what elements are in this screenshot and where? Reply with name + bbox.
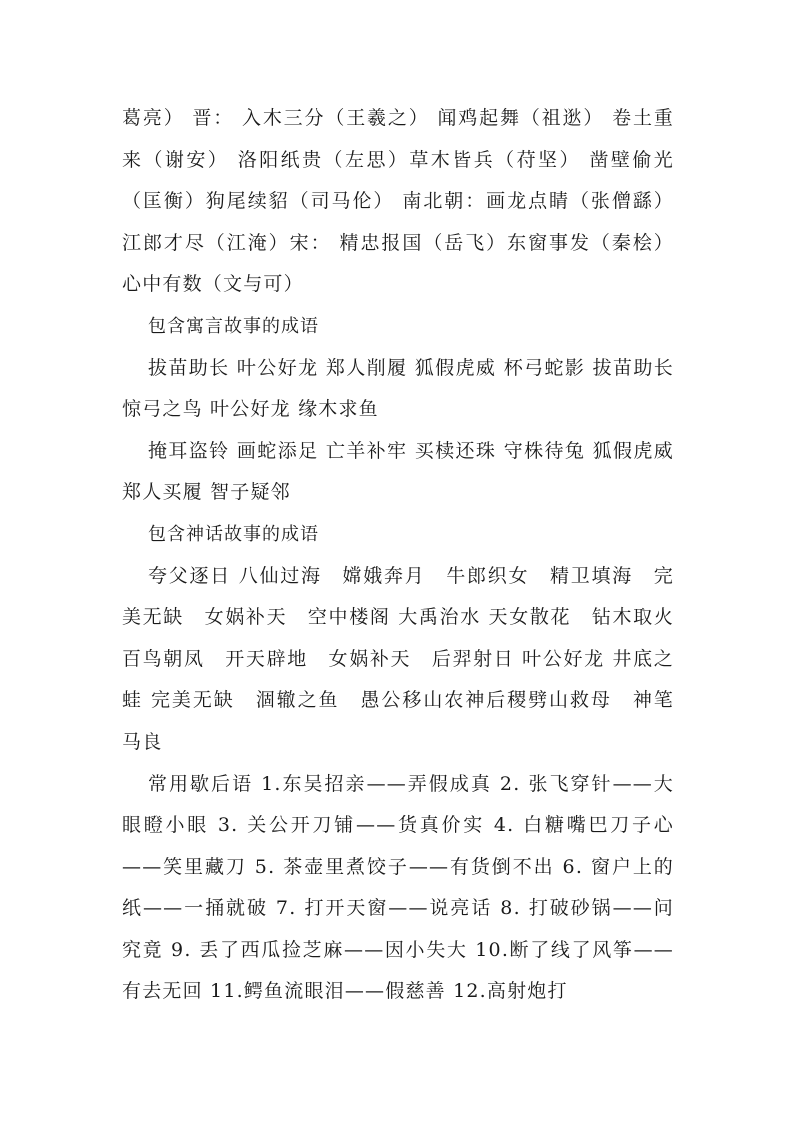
fable-idioms-list-2: 掩耳盗铃 画蛇添足 亡羊补牢 买椟还珠 守株待兔 狐假虎威 郑人买履 智子疑邻 [122, 439, 674, 504]
fable-idioms-heading: 包含寓言故事的成语 [148, 315, 319, 337]
history-idioms-paragraph: 葛亮） 晋： 入木三分（王羲之） 闻鸡起舞（祖逖） 卷土重来（谢安） 洛阳纸贵（左思）草木皆兵（苻坚） 凿壁偷光（匡衡）狗尾续貂（司马伦） 南北朝：画龙点睛（张僧繇）江郎才尽（江淹）宋： 精忠报国（岳飞）东窗事发（秦桧）心中有数（文与可） [122, 107, 674, 296]
myth-idioms-heading: 包含神话故事的成语 [148, 523, 319, 545]
document-body [122, 98, 695, 1013]
myth-idioms-list: 夸父逐日 八仙过海 嫦娥奔月 牛郎织女 精卫填海 完美无缺 女娲补天 空中楼阁 大禹治水 天女散花 钻木取火 百鸟朝凤 开天辟地 女娲补天 后羿射日 叶公好龙 井底之蛙 完美无缺 涸辙之鱼 愚公移山农神后稷劈山救母 神笔马良 [122, 564, 695, 753]
fable-idioms-list-1: 拔苗助长 叶公好龙 郑人削履 狐假虎威 杯弓蛇影 拔苗助长 惊弓之鸟 叶公好龙 缘木求鱼 [122, 356, 674, 421]
xiehouyu-paragraph: 常用歇后语 1.东吴招亲——弄假成真 2. 张飞穿针——大眼瞪小眼 3. 关公开刀铺——货真价实 4. 白糖嘴巴刀子心——笑里藏刀 5. 茶壶里煮饺子——有货倒不出 6. 窗户上的纸——一捅就破 7. 打开天窗——说亮话 8. 打破砂锅——问究竟 9. 丢了西瓜捡芝麻——因小失大 10.断了线了风筝——有去无回 11.鳄鱼流眼泪——假慈善 12.高射炮打 [122, 772, 674, 1003]
